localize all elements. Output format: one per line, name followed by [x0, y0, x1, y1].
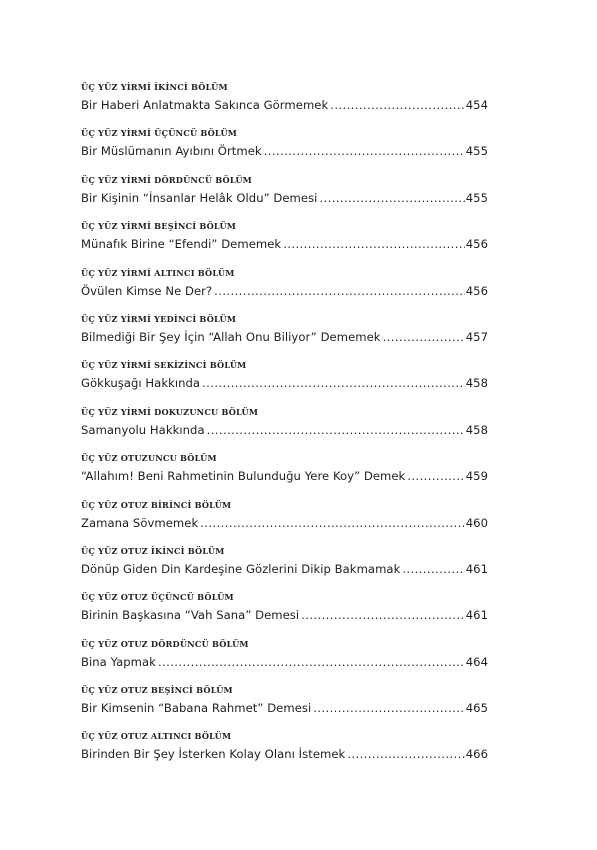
dot-leader — [407, 469, 464, 484]
chapter-title: Gökkuşağı Hakkında — [81, 376, 201, 391]
toc-entry — [81, 360, 488, 406]
chapter-title: Övülen Kimse Ne Der? — [81, 283, 213, 298]
toc-line[interactable] — [81, 237, 488, 252]
chapter-heading: ÜÇ YÜZ OTUZ İKİNCİ BÖLÜM — [81, 545, 225, 556]
toc-entry — [81, 685, 488, 731]
page-number: 461 — [465, 561, 488, 576]
dot-leader — [301, 608, 465, 623]
chapter-heading: ÜÇ YÜZ YİRMİ ALTINCI BÖLÜM — [81, 267, 235, 278]
chapter-heading: ÜÇ YÜZ OTUZ BEŞİNCİ BÖLÜM — [81, 685, 233, 696]
chapter-title: Samanyolu Hakkında — [81, 422, 205, 437]
toc-line[interactable] — [81, 376, 488, 391]
page-number: 464 — [465, 654, 488, 669]
toc-line[interactable] — [81, 516, 488, 531]
toc-entry — [81, 546, 488, 592]
dot-leader — [202, 376, 465, 391]
chapter-heading: ÜÇ YÜZ OTUZ ÜÇÜNCÜ BÖLÜM — [81, 592, 234, 603]
toc-line[interactable] — [81, 562, 488, 577]
dot-leader — [264, 144, 465, 159]
toc-line[interactable] — [81, 191, 488, 206]
chapter-title: Dönüp Giden Din Kardeşine Gözlerini Dikip Bakmamak — [81, 561, 401, 576]
toc-entry — [81, 453, 488, 499]
page-number: 458 — [465, 422, 488, 437]
dot-leader — [214, 284, 465, 299]
toc-entry — [81, 314, 488, 360]
chapter-title: Birinden Bir Şey İsterken Kolay Olanı İstemek — [81, 747, 346, 762]
toc-entry — [81, 128, 488, 174]
chapter-title: Birinin Başkasına “Vah Sana” Demesi — [81, 608, 300, 623]
dot-leader — [158, 655, 465, 670]
toc-line[interactable] — [81, 98, 488, 113]
table-of-contents — [81, 82, 488, 778]
toc-entry — [81, 639, 488, 685]
chapter-title: Bina Yapmak — [81, 654, 156, 669]
chapter-title: Zamana Sövmemek — [81, 515, 199, 530]
dot-leader — [347, 747, 464, 762]
chapter-title: Bir Haberi Anlatmakta Sakınca Görmemek — [81, 98, 329, 112]
page-number: 455 — [465, 190, 488, 205]
chapter-title: Bir Kimsenin “Babana Rahmet” Demesi — [81, 701, 312, 716]
toc-entry — [81, 731, 488, 777]
dot-leader — [330, 98, 464, 113]
toc-entry — [81, 268, 488, 314]
chapter-title: Bir Kişinin “İnsanlar Helâk Oldu” Demesi — [81, 190, 318, 205]
dot-leader — [200, 516, 465, 531]
toc-line[interactable] — [81, 655, 488, 670]
page-number: 458 — [465, 376, 488, 391]
dot-leader — [402, 562, 464, 577]
chapter-title: Bir Müslümanın Ayıbını Örtmek — [81, 144, 262, 159]
chapter-title: Bilmediği Bir Şey İçin “Allah Onu Biliyor” Dememek — [81, 329, 381, 344]
chapter-heading: ÜÇ YÜZ YİRMİ YEDİNCİ BÖLÜM — [81, 313, 237, 324]
page-number: 461 — [465, 608, 488, 623]
dot-leader — [283, 237, 465, 252]
toc-entry — [81, 500, 488, 546]
toc-line[interactable] — [81, 747, 488, 762]
chapter-heading: ÜÇ YÜZ OTUZUNCU BÖLÜM — [81, 453, 217, 464]
page-number: 459 — [465, 469, 488, 484]
toc-entry — [81, 592, 488, 638]
dot-leader — [319, 191, 464, 206]
toc-line[interactable] — [81, 701, 488, 716]
chapter-title: “Allahım! Beni Rahmetinin Bulunduğu Yere Koy” Demek — [81, 469, 406, 484]
chapter-heading: ÜÇ YÜZ OTUZ DÖRDÜNCÜ BÖLÜM — [81, 638, 249, 649]
toc-line[interactable] — [81, 330, 488, 345]
dot-leader — [383, 330, 465, 345]
chapter-heading: ÜÇ YÜZ YİRMİ DÖRDÜNCÜ BÖLÜM — [81, 174, 252, 185]
chapter-title: Münafık Birine “Efendi” Dememek — [81, 237, 282, 252]
chapter-heading: ÜÇ YÜZ YİRMİ İKİNCİ BÖLÜM — [81, 82, 228, 92]
page-number: 465 — [465, 701, 488, 716]
chapter-heading: ÜÇ YÜZ YİRMİ BEŞİNCİ BÖLÜM — [81, 221, 237, 232]
toc-entry — [81, 221, 488, 267]
page-number: 466 — [465, 747, 488, 762]
toc-entry — [81, 175, 488, 221]
page-number: 456 — [465, 237, 488, 252]
toc-line[interactable] — [81, 608, 488, 623]
page-number: 455 — [465, 144, 488, 159]
dot-leader — [313, 701, 464, 716]
chapter-heading: ÜÇ YÜZ OTUZ ALTINCI BÖLÜM — [81, 731, 232, 742]
toc-line[interactable] — [81, 469, 488, 484]
toc-line[interactable] — [81, 144, 488, 159]
chapter-heading: ÜÇ YÜZ YİRMİ ÜÇÜNCÜ BÖLÜM — [81, 128, 238, 139]
toc-line[interactable] — [81, 423, 488, 438]
page-number: 456 — [465, 283, 488, 298]
dot-leader — [207, 423, 465, 438]
toc-entry — [81, 82, 488, 128]
chapter-heading: ÜÇ YÜZ YİRMİ DOKUZUNCU BÖLÜM — [81, 406, 259, 417]
toc-line[interactable] — [81, 284, 488, 299]
chapter-heading: ÜÇ YÜZ YİRMİ SEKİZİNCİ BÖLÜM — [81, 360, 247, 371]
page-number: 460 — [465, 515, 488, 530]
page-number: 454 — [465, 98, 488, 112]
toc-entry — [81, 407, 488, 453]
page-number: 457 — [465, 329, 488, 344]
chapter-heading: ÜÇ YÜZ OTUZ BİRİNCİ BÖLÜM — [81, 499, 232, 510]
